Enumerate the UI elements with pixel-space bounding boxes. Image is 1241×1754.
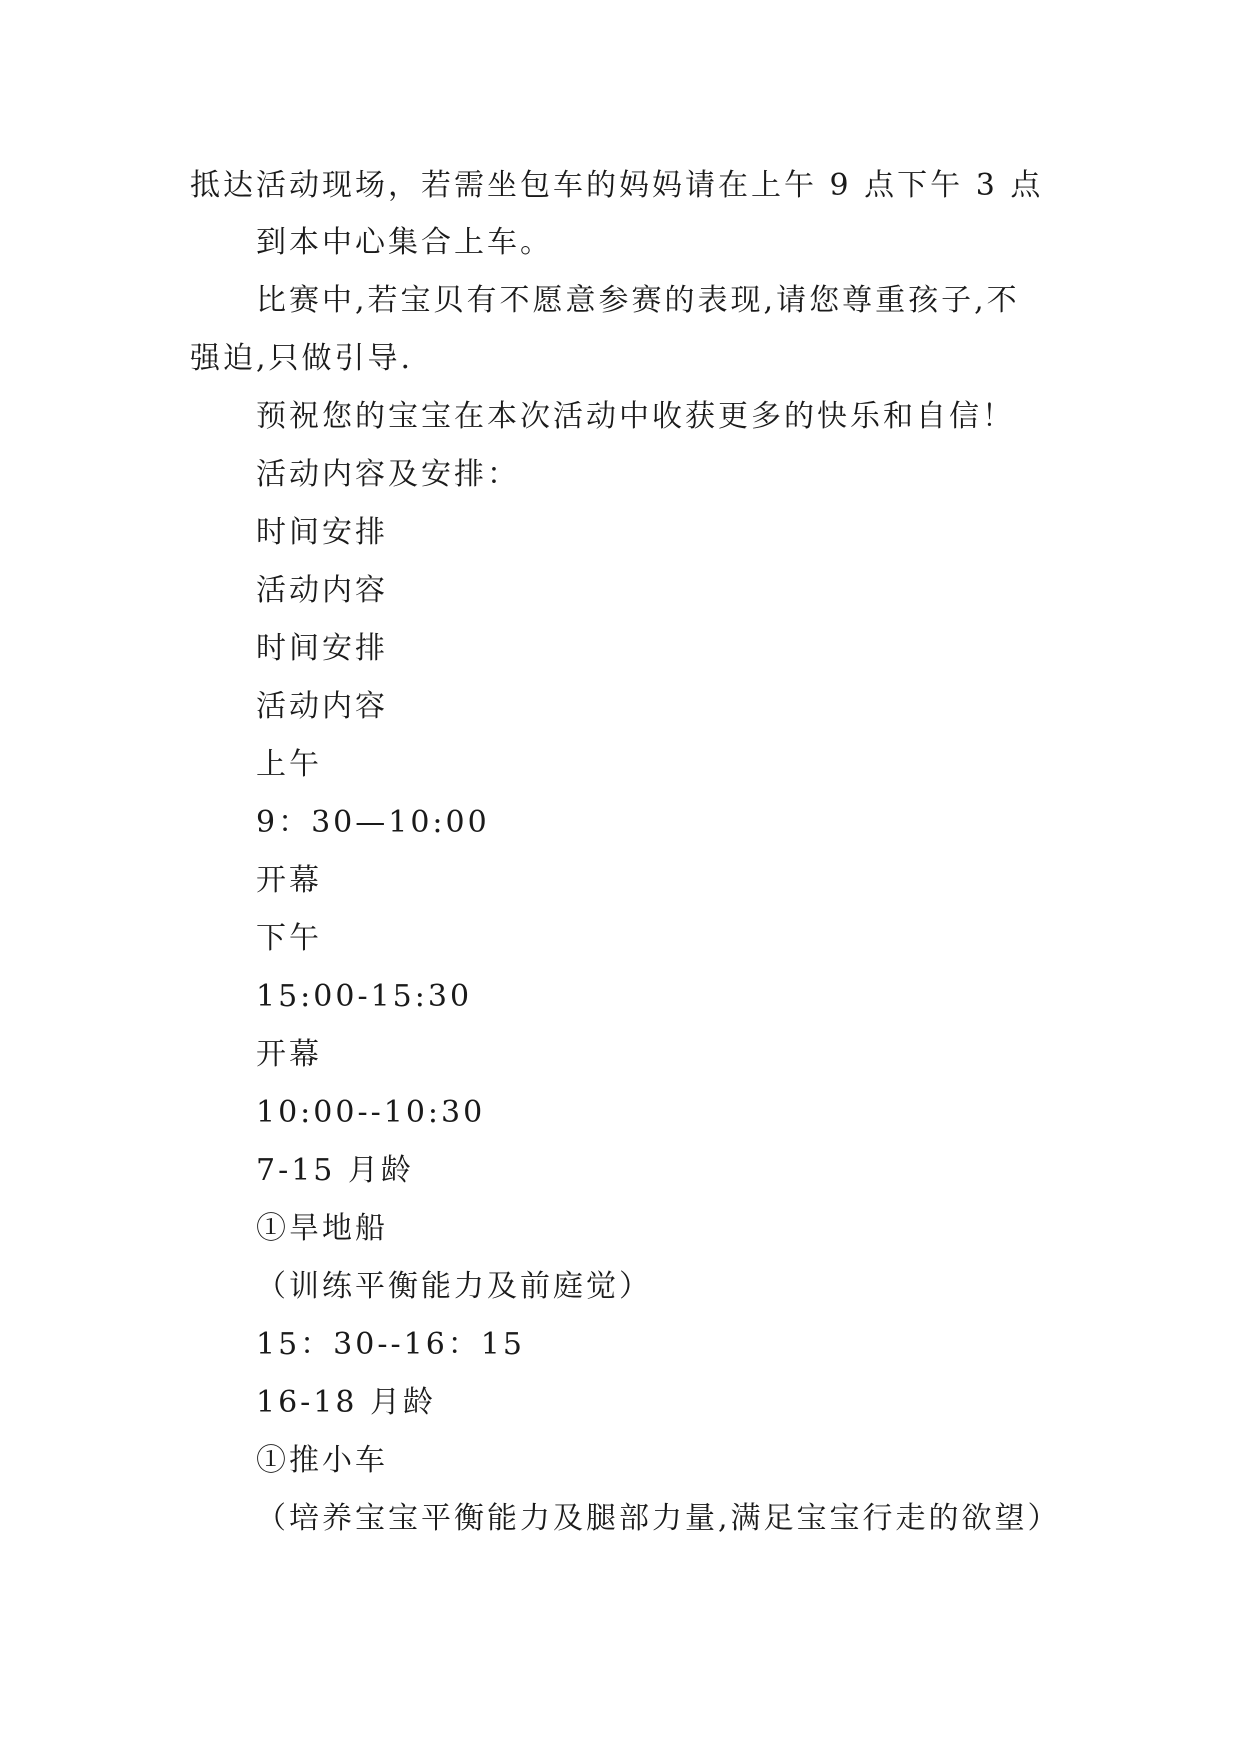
table-cell: 时间安排	[256, 631, 388, 666]
table-cell: 16-18 月龄	[256, 1385, 437, 1420]
table-cell: 时间安排	[256, 515, 388, 550]
table-cell: 活动内容	[256, 573, 388, 608]
paragraph-line: 到本中心集合上车。	[256, 225, 553, 260]
paragraph-line: 预祝您的宝宝在本次活动中收获更多的快乐和自信！	[256, 399, 1015, 434]
table-cell: 9：30—10:00	[256, 805, 490, 840]
table-cell: 开幕	[256, 1037, 322, 1072]
table-cell: ①推小车	[256, 1443, 388, 1478]
table-cell: 10:00--10:30	[256, 1095, 486, 1130]
table-cell: ①旱地船	[256, 1211, 388, 1246]
table-cell: （训练平衡能力及前庭觉）	[256, 1269, 652, 1304]
table-cell: 7-15 月龄	[256, 1153, 414, 1188]
table-cell: 15：30--16：15	[256, 1327, 525, 1362]
section-heading: 活动内容及安排：	[256, 457, 520, 492]
table-cell: 上午	[256, 747, 322, 782]
paragraph-line: 抵达活动现场，若需坐包车的妈妈请在上午 9 点下午 3 点	[190, 168, 1044, 203]
table-cell: （培养宝宝平衡能力及腿部力量,满足宝宝行走的欲望）	[256, 1501, 1061, 1536]
paragraph-line: 强迫,只做引导.	[190, 341, 414, 376]
table-cell: 下午	[256, 921, 322, 956]
paragraph-line: 比赛中,若宝贝有不愿意参赛的表现,请您尊重孩子,不	[256, 283, 1020, 318]
table-cell: 活动内容	[256, 689, 388, 724]
table-cell: 开幕	[256, 863, 322, 898]
table-cell: 15:00-15:30	[256, 979, 473, 1014]
